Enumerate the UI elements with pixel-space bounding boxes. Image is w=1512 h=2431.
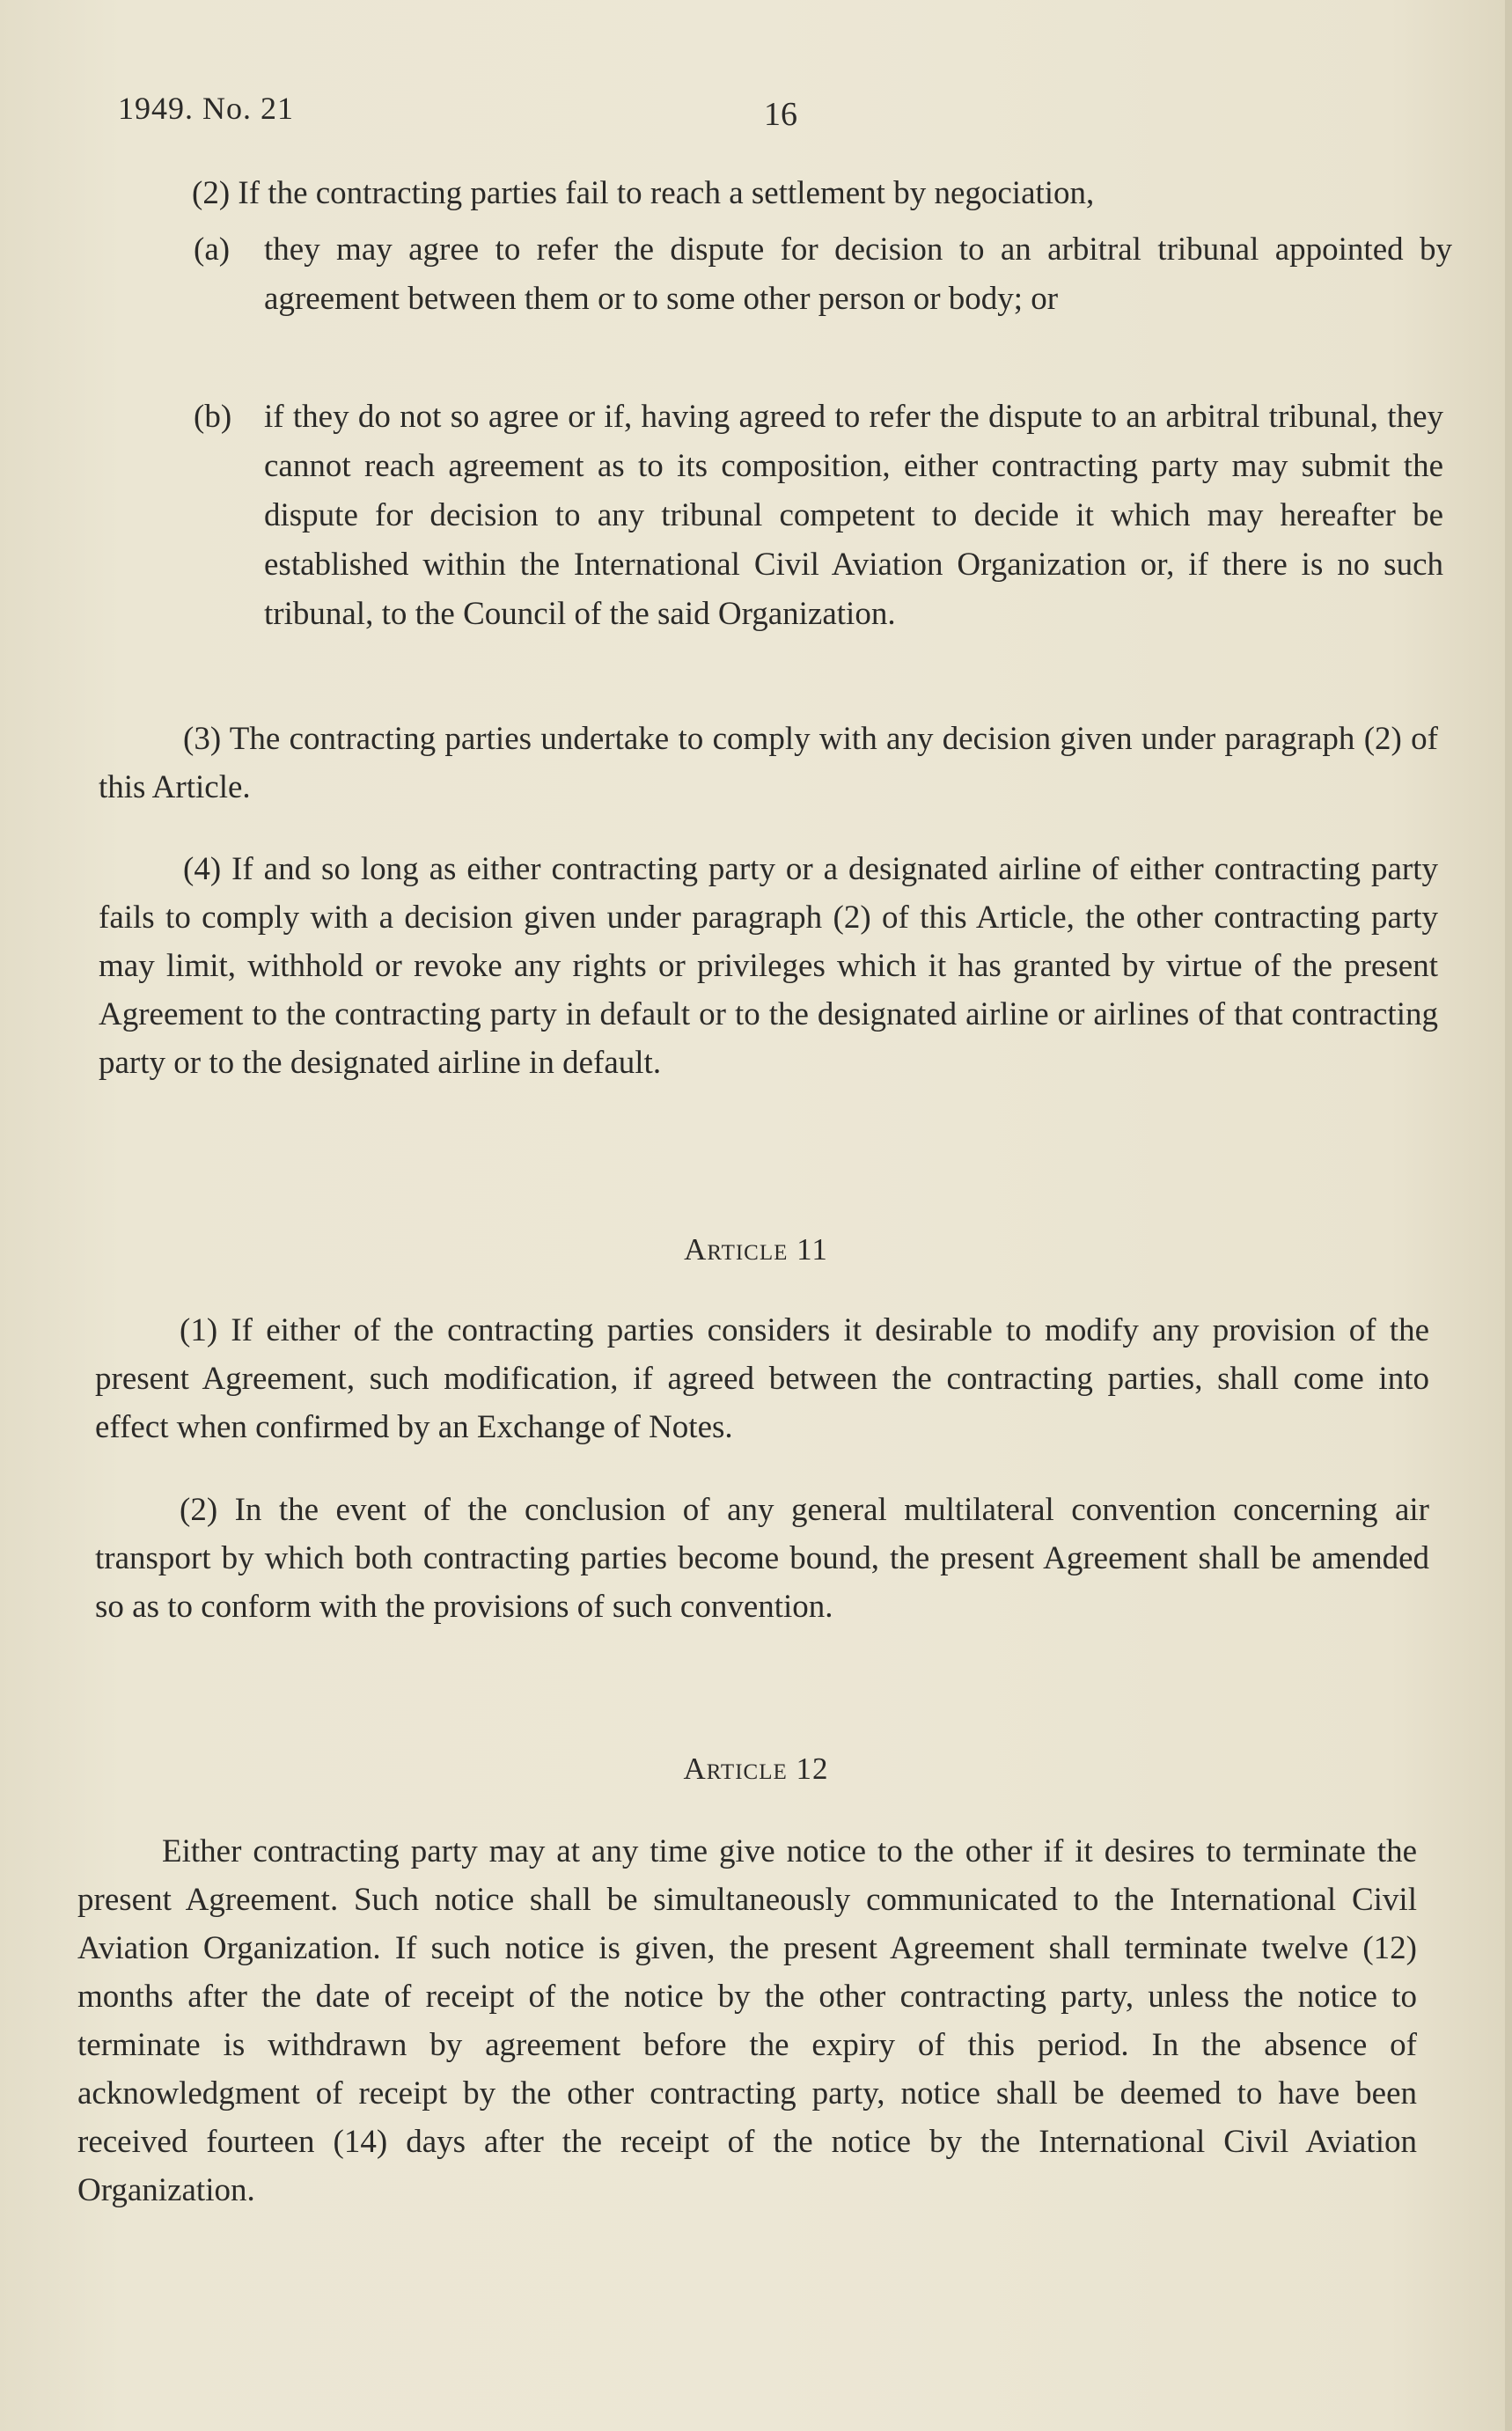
article10-item-a — [194, 225, 1452, 324]
article10-para3: (3) The contracting parties undertake to comply with any decision given under paragraph (2) of this Article. — [99, 721, 1438, 805]
document-reference: 1949. No. 21 — [118, 91, 294, 126]
article12-heading: Article 12 — [683, 1752, 829, 1786]
item-a-text: they may agree to refer the dispute for decision to an arbitral tribunal appointed by agreement between them or to some other person or body; or — [264, 231, 1452, 317]
page-number: 16 — [764, 96, 797, 133]
article10-para4: (4) If and so long as either contracting party or a designated airline of either contracting party fails to comply with a decision given under paragraph (2) of this Article, the other contracting party may limit, withhold or revoke any rights or privileges which it has granted by virtue of the present Agreement to the contracting party in default or to the designated airline or airlines of that contracting party or to the designated airline in default. — [99, 851, 1438, 1081]
article10-item-b — [194, 393, 1443, 639]
item-b-text: if they do not so agree or if, having agreed to refer the dispute to an arbitral tribunal, they cannot reach agreement as to its composition, either contracting party may submit the dispute for decision to any tribunal competent to decide it which may hereafter be established within the International Civil Aviation Organization or, if there is no such tribunal, to the Council of the said Organization. — [264, 399, 1443, 632]
article10-para2-intro: (2) If the contracting parties fail to reach a settlement by negociation, — [192, 175, 1095, 211]
item-a-marker: (a) — [194, 231, 231, 268]
article11-para1: (1) If either of the contracting parties considers it desirable to modify any provision of the present Agreement, such modification, if agreed between the contracting parties, shall come into effect when confirmed by an Exchange of Notes. — [95, 1312, 1429, 1445]
page-edge — [1505, 0, 1512, 2431]
article11-para2: (2) In the event of the conclusion of any general multilateral convention concerning air transport by which both contracting parties become bound, the present Agreement shall be amended so as to conform with the provisions of such convention. — [95, 1492, 1429, 1625]
article11-heading: Article 11 — [684, 1232, 828, 1267]
item-b-marker: (b) — [194, 399, 232, 435]
article12-para1: Either contracting party may at any time give notice to the other if it desires to terminate the present Agreement. Such notice shall be simultaneously communicated to the International Civil Aviation Organization. If such notice is given, the present Agreement shall terminate twelve (12) months after the date of receipt of the notice by the other contracting party, unless the notice to terminate is withdrawn by agreement before the expiry of this period. In the absence of acknowledgment of receipt by the other contracting party, notice shall be deemed to have been received fourteen (14) days after the receipt of the notice by the International Civil Aviation Organization. — [77, 1833, 1417, 2208]
